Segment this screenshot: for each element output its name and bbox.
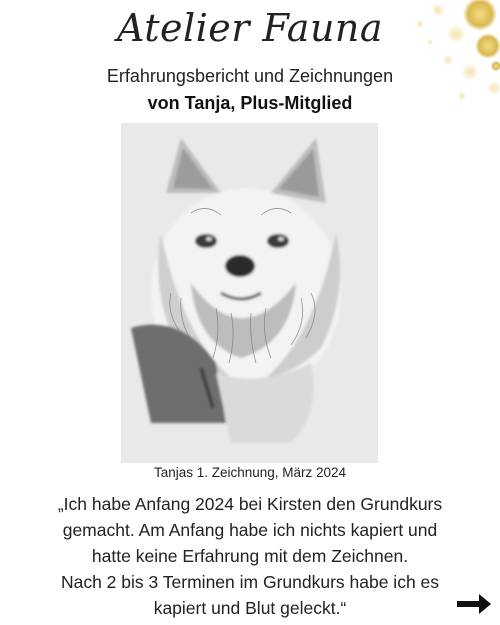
arrow-right-icon[interactable]	[455, 592, 493, 616]
page-subtitle: Erfahrungsbericht und Zeichnungen	[106, 66, 394, 86]
testimonial-quote	[20, 491, 480, 621]
author-line: von Tanja, Plus-Mitglied	[147, 93, 353, 113]
testimonial-line: hatte keine Erfahrung mit dem Zeichnen.	[91, 546, 409, 566]
testimonial-line: „Ich habe Anfang 2024 bei Kirsten den Grundkurs	[57, 494, 443, 514]
drawing-caption: Tanjas 1. Zeichnung, März 2024	[153, 465, 347, 480]
testimonial-line: Nach 2 bis 3 Terminen im Grundkurs habe ich es	[60, 572, 440, 592]
testimonial-line: gemacht. Am Anfang habe ich nichts kapiert und	[62, 520, 438, 540]
testimonial-line: kapiert und Blut geleckt.“	[153, 598, 347, 618]
brand-logo: Atelier Fauna	[116, 6, 384, 50]
dog-pencil-drawing	[121, 123, 378, 463]
